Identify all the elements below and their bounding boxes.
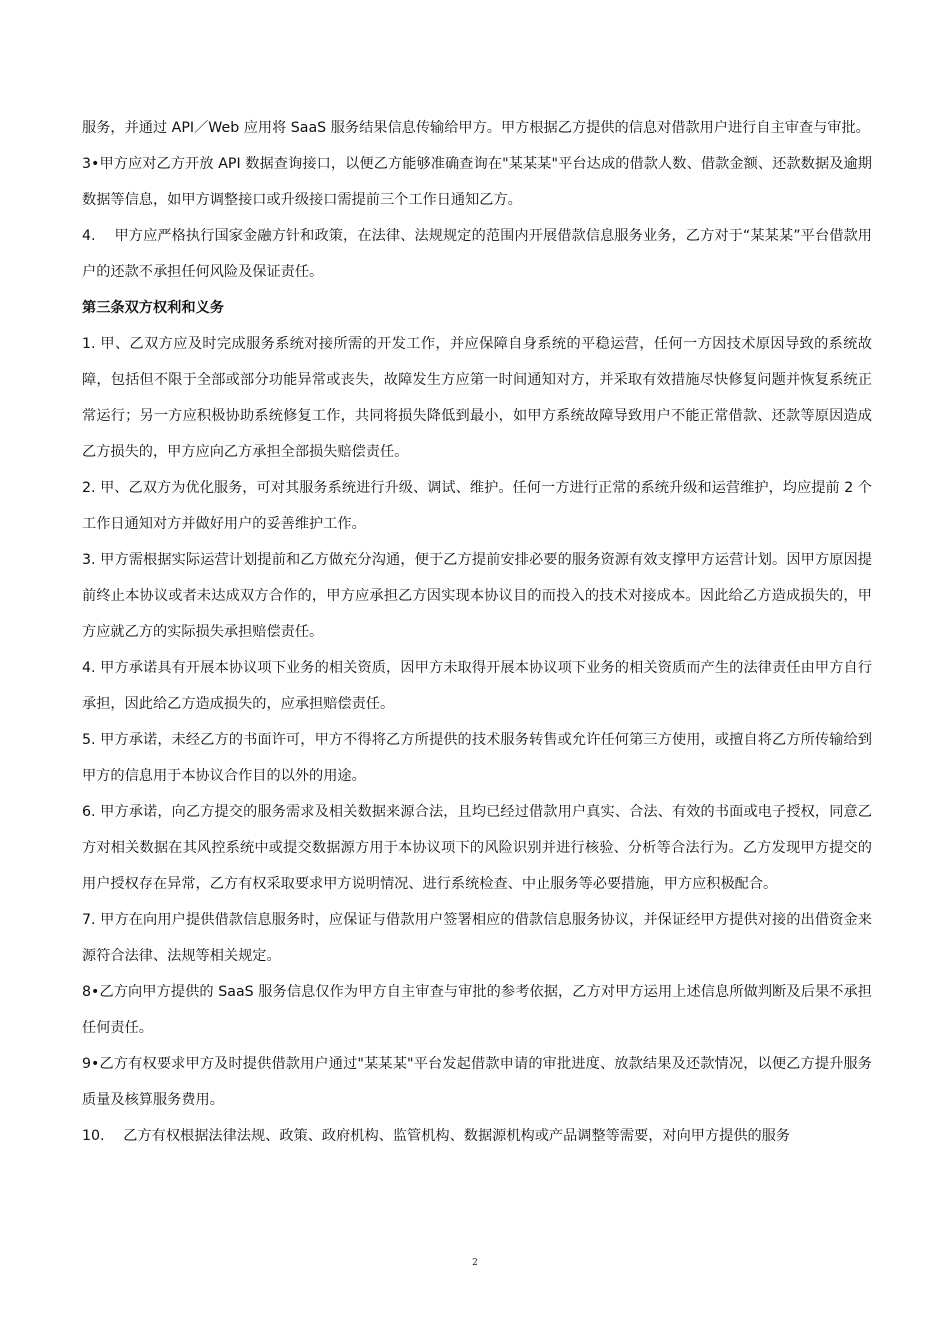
document-body bbox=[82, 110, 872, 1154]
clause-5-no-resale: 5. 甲方承诺，未经乙方的书面许可，甲方不得将乙方所提供的技术服务转售或允许任何第三方使用，或擅自将乙方所传输给到甲方的信息用于本协议合作目的以外的用途。 bbox=[82, 732, 872, 784]
paragraph-3-api-interface: 3•甲方应对乙方开放 API 数据查询接口，以便乙方能够准确查询在"某某某"平台达成的借款人数、借款金额、还款数据及逾期数据等信息，如甲方调整接口或升级接口需提前三个工作日通知乙方。 bbox=[82, 156, 872, 208]
clause-9-progress-report: 9•乙方有权要求甲方及时提供借款用户通过"某某某"平台发起借款申请的审批进度、放款结果及还款情况，以便乙方提升服务质量及核算服务费用。 bbox=[82, 1056, 872, 1108]
clause-2-system-upgrade: 2. 甲、乙双方为优化服务，可对其服务系统进行升级、调试、维护。任何一方进行正常的系统升级和运营维护，均应提前 2 个工作日通知对方并做好用户的妥善维护工作。 bbox=[82, 480, 872, 532]
paragraph-4-policy: 4. 甲方应严格执行国家金融方针和政策，在法律、法规规定的范围内开展借款信息服务业务，乙方对于“某某某”平台借款用户的还款不承担任何风险及保证责任。 bbox=[82, 228, 872, 280]
clause-7-lending-agreement: 7. 甲方在向用户提供借款信息服务时，应保证与借款用户签署相应的借款信息服务协议，并保证经甲方提供对接的出借资金来源符合法律、法规等相关规定。 bbox=[82, 912, 872, 964]
clause-3-operation-plan: 3. 甲方需根据实际运营计划提前和乙方做充分沟通，便于乙方提前安排必要的服务资源有效支撑甲方运营计划。因甲方原因提前终止本协议或者未达成双方合作的，甲方应承担乙方因实现本协议目的而投入的技术对接成本。因此给乙方造成损失的，甲方应就乙方的实际损失承担赔偿责任。 bbox=[82, 552, 872, 640]
section-heading-rights-obligations: 第三条双方权利和义务 bbox=[82, 300, 224, 316]
clause-8-saas-reference: 8•乙方向甲方提供的 SaaS 服务信息仅作为甲方自主审查与审批的参考依据，乙方对甲方运用上述信息所做判断及后果不承担任何责任。 bbox=[82, 984, 872, 1036]
paragraph-continued-saas: 服务，并通过 API／Web 应用将 SaaS 服务结果信息传输给甲方。甲方根据乙方提供的信息对借款用户进行自主审查与审批。 bbox=[82, 120, 870, 136]
clause-4-qualifications: 4. 甲方承诺具有开展本协议项下业务的相关资质，因甲方未取得开展本协议项下业务的相关资质而产生的法律责任由甲方自行承担，因此给乙方造成损失的，应承担赔偿责任。 bbox=[82, 660, 872, 712]
page-number: 2 bbox=[472, 1258, 478, 1268]
clause-1-system-integration: 1. 甲、乙双方应及时完成服务系统对接所需的开发工作，并应保障自身系统的平稳运营，任何一方因技术原因导致的系统故障，包括但不限于全部或部分功能异常或丧失，故障发生方应第一时间通知对方，并采取有效措施尽快修复问题并恢复系统正常运行；另一方应积极协助系统修复工作，共同将损失降低到最小，如甲方系统故障导致用户不能正常借款、还款等原因造成乙方损失的，甲方应向乙方承担全部损失赔偿责任。 bbox=[82, 336, 872, 460]
clause-10-service-adjustment: 10. 乙方有权根据法律法规、政策、政府机构、监管机构、数据源机构或产品调整等需要，对向甲方提供的服务 bbox=[82, 1128, 791, 1144]
clause-6-data-authorization: 6. 甲方承诺，向乙方提交的服务需求及相关数据来源合法，且均已经过借款用户真实、合法、有效的书面或电子授权，同意乙方对相关数据在其风控系统中或提交数据源方用于本协议项下的风险识别并进行核验、分析等合法行为。乙方发现甲方提交的用户授权存在异常，乙方有权采取要求甲方说明情况、进行系统检查、中止服务等必要措施，甲方应积极配合。 bbox=[82, 804, 872, 892]
